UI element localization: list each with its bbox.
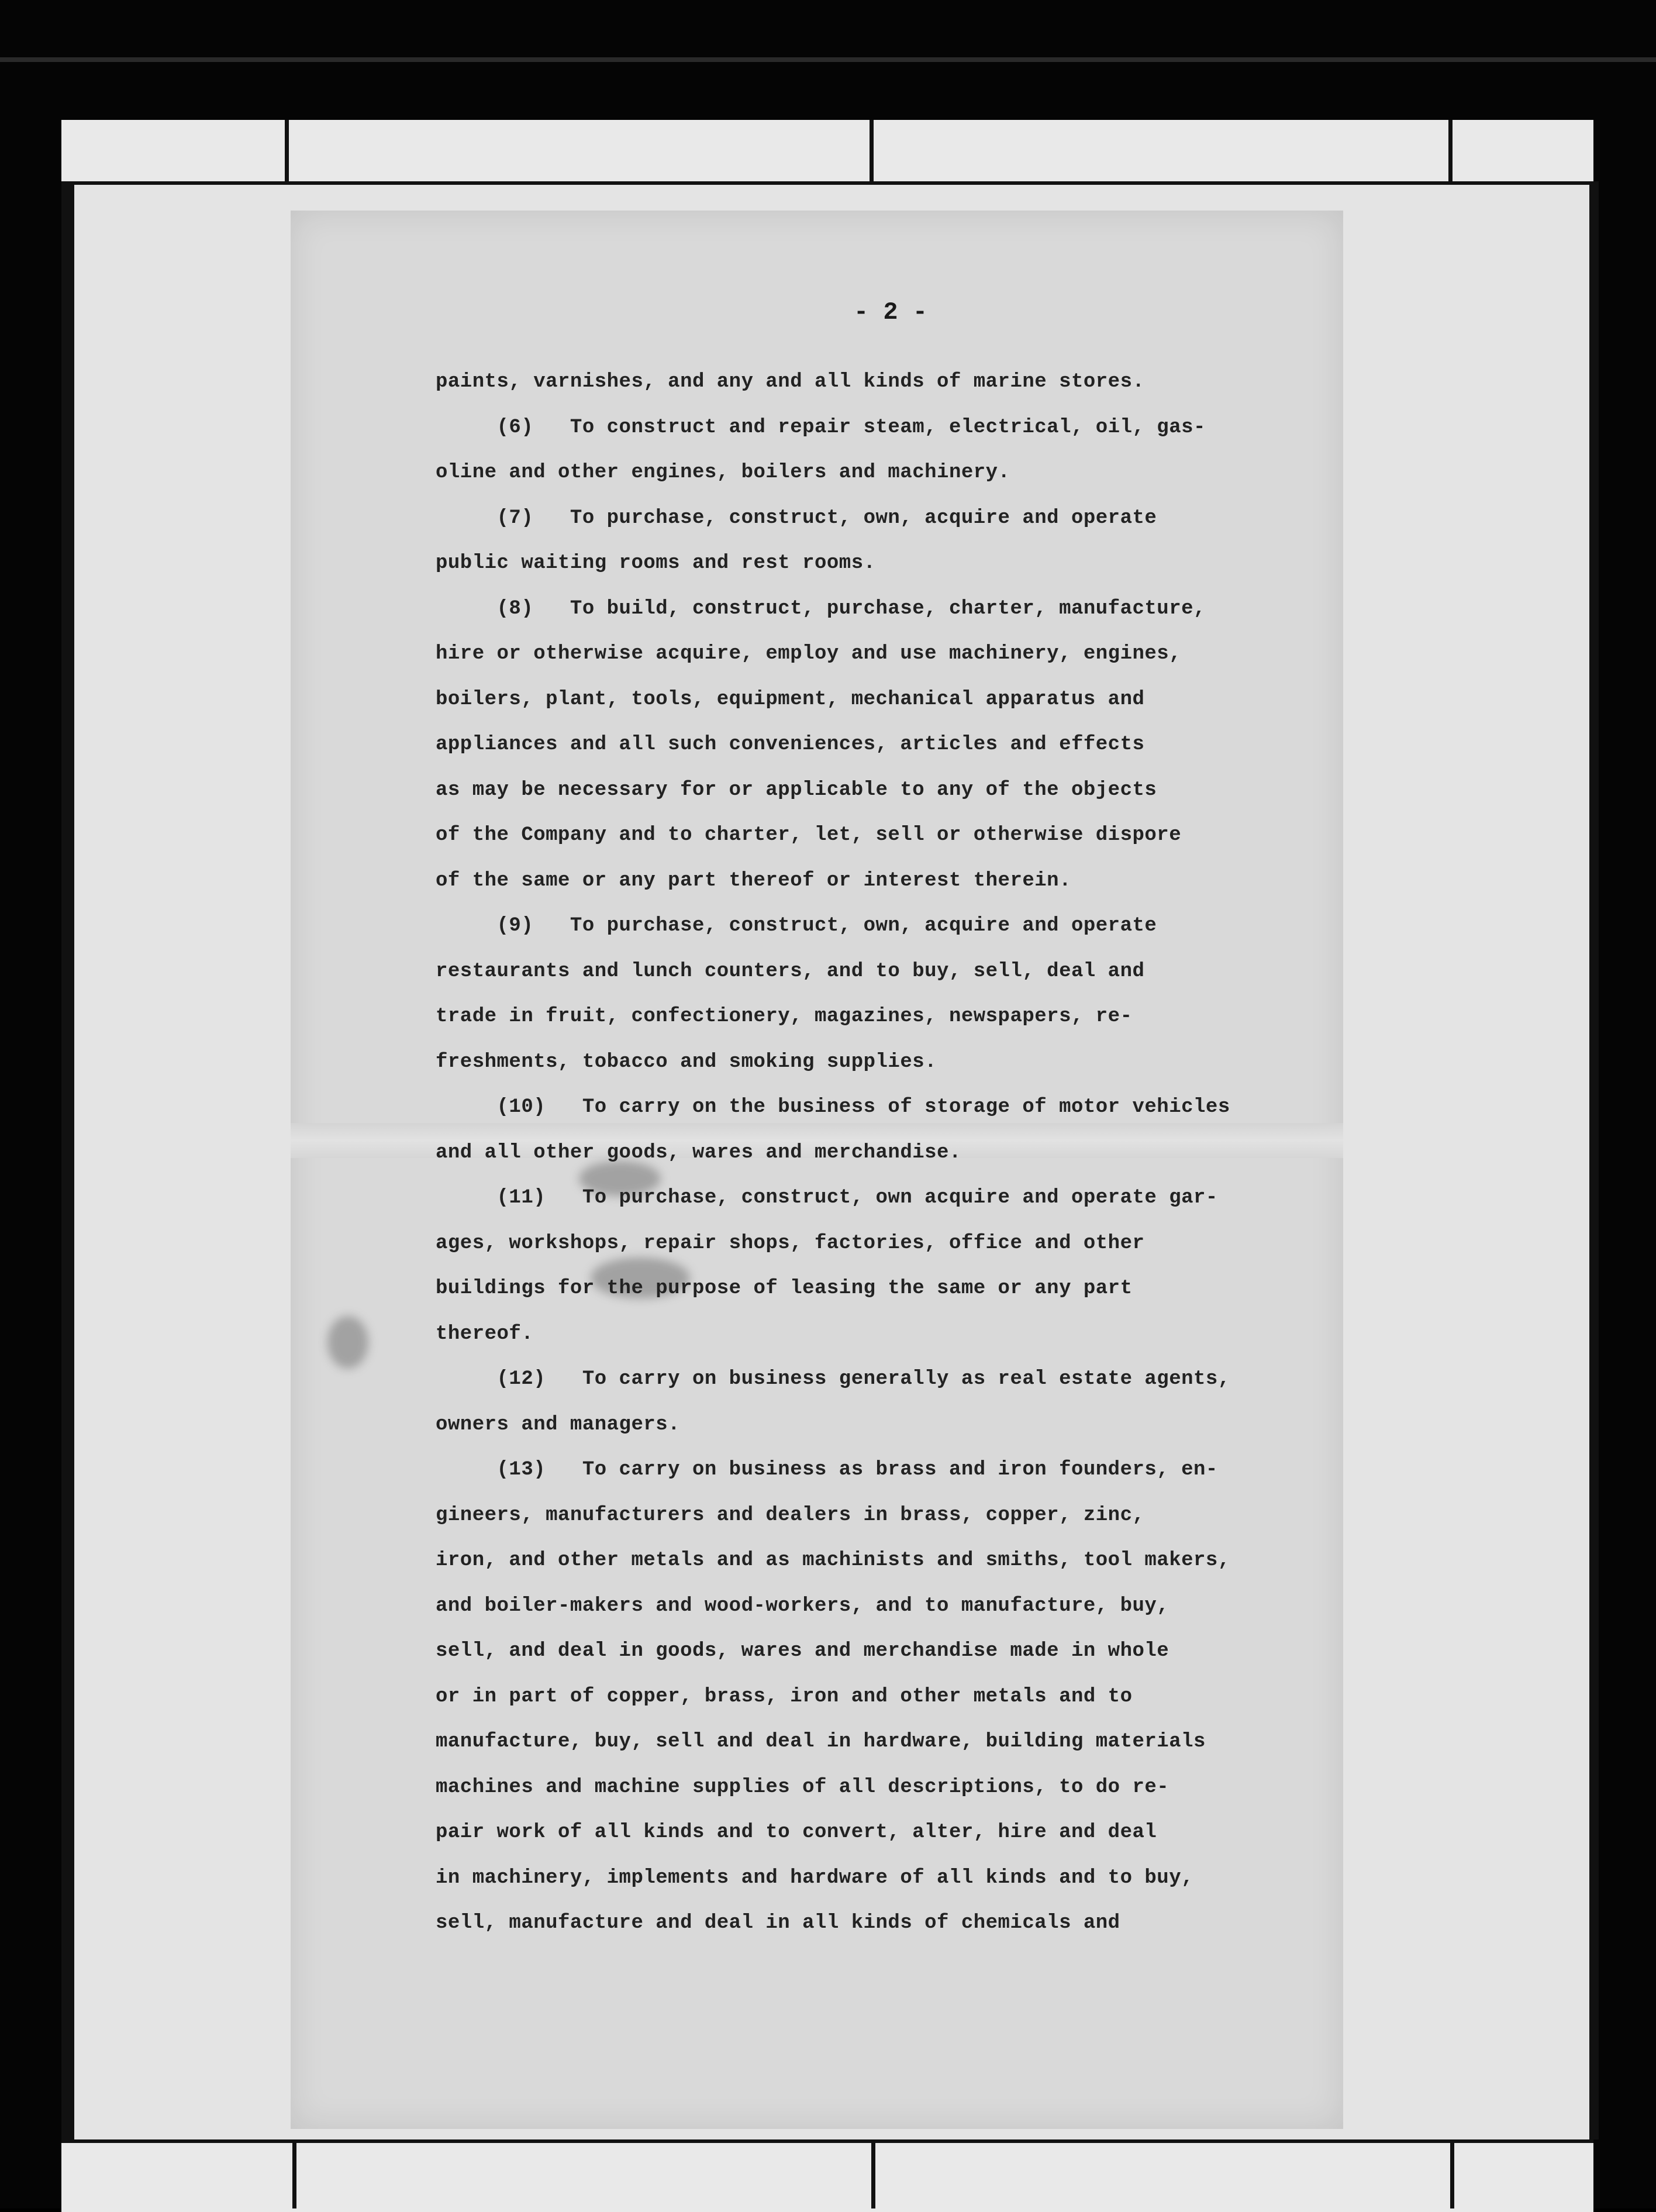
text-line: of the same or any part thereof or interest therein. xyxy=(436,869,1071,892)
text-line: and all other goods, wares and merchandise. xyxy=(436,1141,961,1164)
text-line: freshments, tobacco and smoking supplies. xyxy=(436,1050,937,1073)
text-line: in machinery, implements and hardware of all kinds and to buy, xyxy=(436,1866,1194,1889)
card-divider xyxy=(870,120,874,181)
text-line: paints, varnishes, and any and all kinds of marine stores. xyxy=(436,371,1145,393)
text-line: owners and managers. xyxy=(436,1413,681,1436)
text-line: machines and machine supplies of all descriptions, to do re- xyxy=(436,1776,1169,1798)
text-line: (13) To carry on business as brass and iron founders, en- xyxy=(436,1459,1218,1481)
text-line: (10) To carry on the business of storage of motor vehicles xyxy=(436,1096,1230,1118)
text-line: (9) To purchase, construct, own, acquire and operate xyxy=(436,915,1157,937)
text-line: ages, workshops, repair shops, factories, office and other xyxy=(436,1232,1145,1255)
text-line: oline and other engines, boilers and machinery. xyxy=(436,461,1010,484)
text-line: thereof. xyxy=(436,1322,534,1345)
film-top-rule xyxy=(0,57,1656,62)
text-line: manufacture, buy, sell and deal in hardware, building materials xyxy=(436,1731,1206,1753)
card-top-strip xyxy=(61,120,1593,185)
text-line: gineers, manufacturers and dealers in brass, copper, zinc, xyxy=(436,1504,1145,1527)
page-number: - 2 - xyxy=(854,298,928,326)
ink-smudge xyxy=(327,1316,368,1369)
text-line: (11) To purchase, construct, own acquire and operate gar- xyxy=(436,1187,1218,1209)
text-line: sell, manufacture and deal in all kinds of chemicals and xyxy=(436,1912,1120,1934)
text-line: pair work of all kinds and to convert, alter, hire and deal xyxy=(436,1821,1157,1844)
card-divider xyxy=(285,120,289,181)
text-line: appliances and all such conveniences, articles and effects xyxy=(436,733,1145,756)
text-line: trade in fruit, confectionery, magazines, newspapers, re- xyxy=(436,1005,1133,1028)
document-body xyxy=(436,360,1348,1946)
text-line: iron, and other metals and as machinists and smiths, tool makers, xyxy=(436,1549,1230,1572)
text-line: (7) To purchase, construct, own, acquire and operate xyxy=(436,507,1157,529)
text-line: boilers, plant, tools, equipment, mechanical apparatus and xyxy=(436,688,1145,711)
text-line: and boiler-makers and wood-workers, and to manufacture, buy, xyxy=(436,1594,1169,1617)
text-line: public waiting rooms and rest rooms. xyxy=(436,552,876,574)
card-divider xyxy=(1450,2139,1454,2208)
card-divider xyxy=(871,2139,875,2208)
card-divider xyxy=(1448,120,1453,181)
text-line: (12) To carry on business generally as real estate agents, xyxy=(436,1368,1230,1390)
text-line: of the Company and to charter, let, sell or otherwise dispore xyxy=(436,824,1182,846)
text-line: buildings for the purpose of leasing the same or any part xyxy=(436,1277,1133,1300)
card-bottom-strip xyxy=(61,2139,1593,2212)
card-right-edge xyxy=(1589,181,1599,2139)
card-left-edge xyxy=(61,181,74,2139)
text-line: restaurants and lunch counters, and to buy, sell, deal and xyxy=(436,960,1145,983)
text-line: as may be necessary for or applicable to any of the objects xyxy=(436,778,1157,801)
text-line: hire or otherwise acquire, employ and use machinery, engines, xyxy=(436,643,1182,665)
text-line: or in part of copper, brass, iron and other metals and to xyxy=(436,1685,1133,1708)
card-divider xyxy=(292,2139,296,2208)
text-line: (8) To build, construct, purchase, charter, manufacture, xyxy=(436,597,1206,620)
text-line: sell, and deal in goods, wares and merchandise made in whole xyxy=(436,1640,1169,1662)
text-line: (6) To construct and repair steam, electrical, oil, gas- xyxy=(436,416,1206,439)
